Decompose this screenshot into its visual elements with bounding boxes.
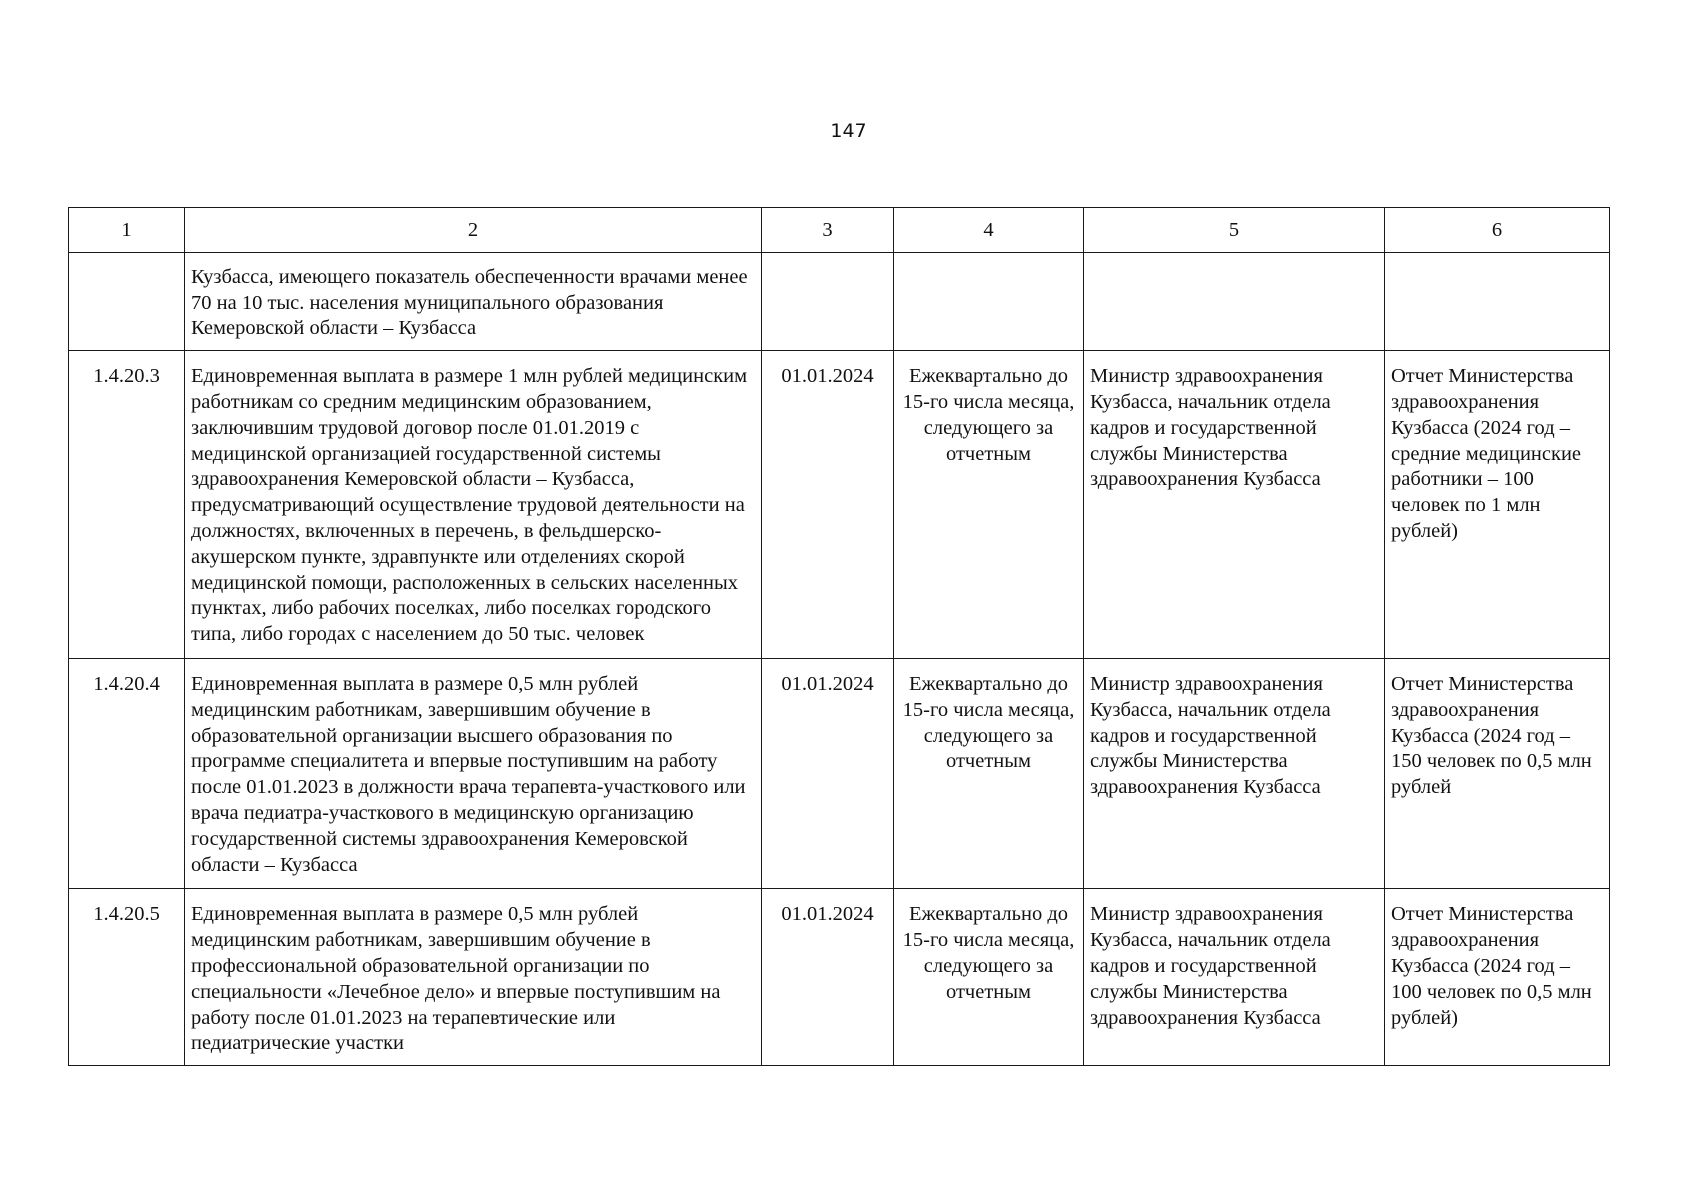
item-frequency: Ежеквартально до 15-го числа месяца, следующего за отчетным: [894, 889, 1084, 1066]
item-number: 1.4.20.5: [69, 889, 185, 1066]
header-cell-2: 2: [185, 208, 762, 253]
item-frequency: Ежеквартально до 15-го числа месяца, следующего за отчетным: [894, 351, 1084, 659]
item-description: Единовременная выплата в размере 0,5 млн рублей медицинским работникам, завершившим обучение в образовательной организации высшего образования по программе специалитета и впервые поступившим на работу после 01.01.2023 в должности врача терапевта-участкового или врача педиатра-участкового в медицинскую организацию государственной системы здравоохранения Кемеровской области – Кузбасса: [185, 658, 762, 888]
table-row: [69, 252, 1610, 350]
table-row: [69, 658, 1610, 888]
plan-table: [68, 207, 1610, 1066]
item-responsible: [1084, 252, 1385, 350]
item-description: Единовременная выплата в размере 0,5 млн рублей медицинским работникам, завершившим обучение в профессиональной образовательной организации по специальности «Лечебное дело» и впервые поступившим на работу после 01.01.2023 на терапевтические или педиатрические участки: [185, 889, 762, 1066]
table-row: [69, 351, 1610, 659]
item-number: [69, 252, 185, 350]
item-frequency: Ежеквартально до 15-го числа месяца, следующего за отчетным: [894, 658, 1084, 888]
table-header-row: [69, 208, 1610, 253]
item-report: Отчет Министерства здравоохранения Кузбасса (2024 год – средние медицинские работники – 100 человек по 1 млн рублей): [1385, 351, 1610, 659]
item-report: [1385, 252, 1610, 350]
header-cell-4: 4: [894, 208, 1084, 253]
item-report: Отчет Министерства здравоохранения Кузбасса (2024 год – 100 человек по 0,5 млн рублей): [1385, 889, 1610, 1066]
item-date: 01.01.2024: [762, 658, 894, 888]
item-date: 01.01.2024: [762, 889, 894, 1066]
item-description: Кузбасса, имеющего показатель обеспеченности врачами менее 70 на 10 тыс. населения муниципального образования Кемеровской области – Кузбасса: [185, 252, 762, 350]
header-cell-5: 5: [1084, 208, 1385, 253]
table-row: [69, 889, 1610, 1066]
item-responsible: Министр здравоохранения Кузбасса, начальник отдела кадров и государственной службы Министерства здравоохранения Кузбасса: [1084, 658, 1385, 888]
item-responsible: Министр здравоохранения Кузбасса, начальник отдела кадров и государственной службы Министерства здравоохранения Кузбасса: [1084, 351, 1385, 659]
item-number: 1.4.20.4: [69, 658, 185, 888]
page-number: 147: [830, 120, 867, 142]
item-date: [762, 252, 894, 350]
item-date: 01.01.2024: [762, 351, 894, 659]
item-frequency: [894, 252, 1084, 350]
item-number: 1.4.20.3: [69, 351, 185, 659]
header-cell-6: 6: [1385, 208, 1610, 253]
header-cell-1: 1: [69, 208, 185, 253]
item-report: Отчет Министерства здравоохранения Кузбасса (2024 год – 150 человек по 0,5 млн рублей: [1385, 658, 1610, 888]
item-responsible: Министр здравоохранения Кузбасса, начальник отдела кадров и государственной службы Министерства здравоохранения Кузбасса: [1084, 889, 1385, 1066]
header-cell-3: 3: [762, 208, 894, 253]
item-description: Единовременная выплата в размере 1 млн рублей медицинским работникам со средним медицинским образованием, заключившим трудовой договор после 01.01.2019 с медицинской организацией государственной системы здравоохранения Кемеровской области – Кузбасса, предусматривающий осуществление трудовой деятельности на должностях, включенных в перечень, в фельдшерско-акушерском пункте, здравпункте или отделениях скорой медицинской помощи, расположенных в сельских населенных пунктах, либо рабочих поселках, либо поселках городского типа, либо городах с населением до 50 тыс. человек: [185, 351, 762, 659]
